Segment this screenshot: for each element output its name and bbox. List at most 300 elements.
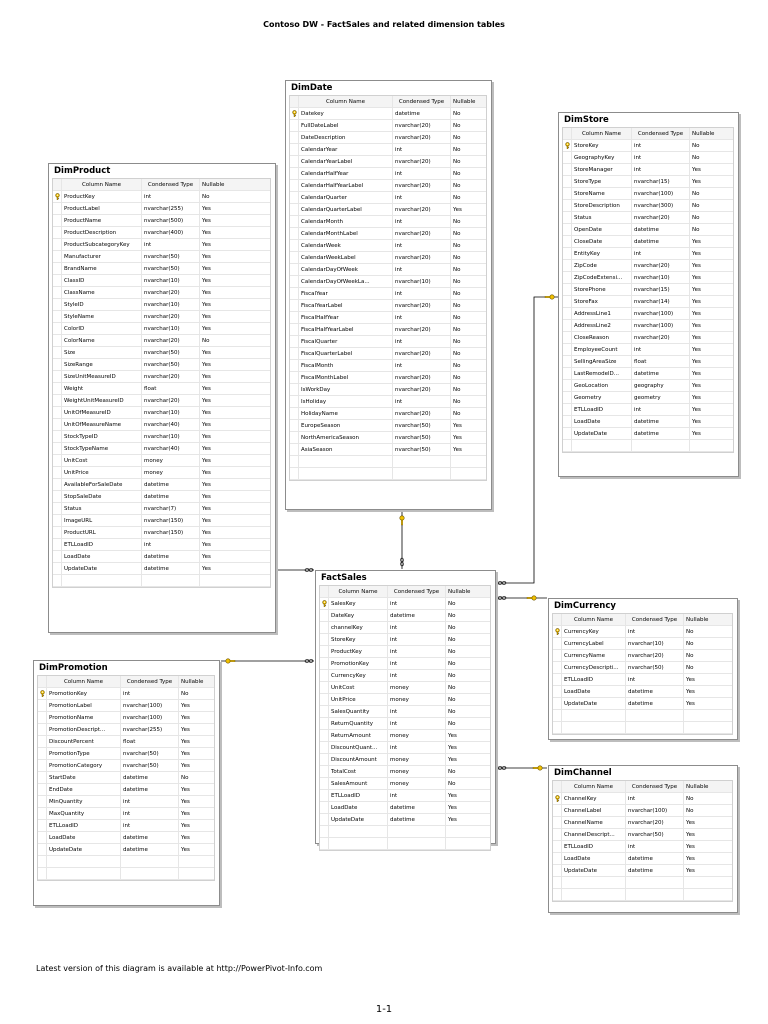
column-row[interactable]: [53, 251, 270, 263]
column-row[interactable]: [290, 372, 486, 384]
column-row[interactable]: [320, 670, 490, 682]
row-selector[interactable]: [53, 383, 62, 394]
column-row[interactable]: [320, 610, 490, 622]
column-row[interactable]: [38, 736, 214, 748]
column-row[interactable]: [553, 805, 732, 817]
column-row[interactable]: [290, 396, 486, 408]
row-selector[interactable]: [53, 359, 62, 370]
row-selector[interactable]: [53, 479, 62, 490]
column-row[interactable]: [563, 332, 733, 344]
column-row[interactable]: [53, 467, 270, 479]
row-selector[interactable]: [290, 228, 299, 239]
column-row[interactable]: [290, 204, 486, 216]
column-row[interactable]: [290, 288, 486, 300]
column-name: CalendarHalfYearLabel: [299, 180, 393, 191]
empty-row[interactable]: [290, 468, 486, 480]
column-row[interactable]: [553, 638, 732, 650]
column-row[interactable]: [563, 404, 733, 416]
column-row[interactable]: [53, 491, 270, 503]
row-selector[interactable]: [563, 176, 572, 187]
row-selector[interactable]: [553, 650, 562, 661]
column-row[interactable]: [320, 730, 490, 742]
row-selector[interactable]: [320, 790, 329, 801]
row-selector[interactable]: [320, 646, 329, 657]
row-selector[interactable]: [553, 793, 562, 804]
column-row[interactable]: [290, 216, 486, 228]
column-row[interactable]: [553, 841, 732, 853]
row-selector[interactable]: [53, 275, 62, 286]
row-selector[interactable]: [38, 724, 47, 735]
column-row[interactable]: [53, 263, 270, 275]
row-selector[interactable]: [563, 392, 572, 403]
column-row[interactable]: [320, 766, 490, 778]
column-row[interactable]: [53, 311, 270, 323]
empty-row[interactable]: [563, 440, 733, 452]
row-selector[interactable]: [553, 674, 562, 685]
table-dimstore[interactable]: [558, 112, 739, 477]
column-row[interactable]: [290, 264, 486, 276]
column-type: nvarchar(300): [632, 200, 690, 211]
row-selector[interactable]: [563, 200, 572, 211]
row-selector[interactable]: [290, 312, 299, 323]
row-selector[interactable]: [320, 778, 329, 789]
column-nullable: No: [448, 709, 456, 715]
column-row[interactable]: [53, 287, 270, 299]
row-selector[interactable]: [38, 772, 47, 783]
column-row[interactable]: [53, 239, 270, 251]
column-row[interactable]: [563, 236, 733, 248]
row-selector[interactable]: [290, 132, 299, 143]
row-selector[interactable]: [53, 443, 62, 454]
column-row[interactable]: [53, 275, 270, 287]
row-selector[interactable]: [320, 802, 329, 813]
empty-row[interactable]: [553, 710, 732, 722]
row-selector[interactable]: [320, 814, 329, 825]
row-selector[interactable]: [290, 168, 299, 179]
table-dimcurrency[interactable]: [548, 598, 738, 740]
row-selector[interactable]: [290, 420, 299, 431]
column-row[interactable]: [553, 626, 732, 638]
row-selector[interactable]: [38, 784, 47, 795]
row-selector[interactable]: [53, 251, 62, 262]
column-row[interactable]: [563, 428, 733, 440]
column-row[interactable]: [38, 796, 214, 808]
row-selector[interactable]: [53, 263, 62, 274]
row-selector[interactable]: [38, 760, 47, 771]
column-row[interactable]: [563, 212, 733, 224]
row-selector[interactable]: [53, 491, 62, 502]
column-row[interactable]: [53, 191, 270, 203]
row-selector[interactable]: [320, 682, 329, 693]
column-row[interactable]: [38, 712, 214, 724]
row-selector[interactable]: [563, 356, 572, 367]
column-row[interactable]: [38, 820, 214, 832]
row-selector[interactable]: [38, 712, 47, 723]
row-selector[interactable]: [53, 347, 62, 358]
row-selector[interactable]: [563, 284, 572, 295]
row-selector[interactable]: [563, 248, 572, 259]
column-row[interactable]: [320, 598, 490, 610]
row-selector[interactable]: [290, 156, 299, 167]
row-selector[interactable]: [53, 335, 62, 346]
row-selector[interactable]: [553, 686, 562, 697]
row-selector[interactable]: [290, 288, 299, 299]
row-selector[interactable]: [563, 296, 572, 307]
row-selector[interactable]: [563, 416, 572, 427]
column-row[interactable]: [320, 754, 490, 766]
column-row[interactable]: [553, 650, 732, 662]
column-row[interactable]: [53, 383, 270, 395]
row-selector[interactable]: [290, 408, 299, 419]
row-selector[interactable]: [53, 515, 62, 526]
row-selector[interactable]: [320, 670, 329, 681]
column-row[interactable]: [53, 455, 270, 467]
row-selector[interactable]: [53, 191, 62, 202]
column-row[interactable]: [53, 431, 270, 443]
row-selector[interactable]: [320, 742, 329, 753]
column-row[interactable]: [53, 335, 270, 347]
column-row[interactable]: [53, 215, 270, 227]
column-row[interactable]: [563, 344, 733, 356]
row-selector[interactable]: [563, 140, 572, 151]
column-row[interactable]: [320, 682, 490, 694]
column-type: nvarchar(20): [393, 180, 451, 191]
row-selector[interactable]: [553, 698, 562, 709]
empty-row[interactable]: [553, 722, 732, 734]
column-row[interactable]: [290, 156, 486, 168]
column-row[interactable]: [53, 407, 270, 419]
column-row[interactable]: [320, 718, 490, 730]
column-row[interactable]: [553, 853, 732, 865]
row-selector[interactable]: [553, 841, 562, 852]
column-row[interactable]: [553, 662, 732, 674]
column-row[interactable]: [563, 260, 733, 272]
row-selector[interactable]: [53, 203, 62, 214]
row-selector[interactable]: [38, 700, 47, 711]
row-selector[interactable]: [290, 324, 299, 335]
column-row[interactable]: [290, 384, 486, 396]
column-row[interactable]: [290, 192, 486, 204]
row-selector[interactable]: [53, 431, 62, 442]
row-selector[interactable]: [563, 152, 572, 163]
row-selector[interactable]: [38, 808, 47, 819]
column-type: nvarchar(20): [393, 204, 451, 215]
row-selector[interactable]: [290, 372, 299, 383]
column-row[interactable]: [38, 844, 214, 856]
row-selector[interactable]: [290, 336, 299, 347]
row-selector[interactable]: [53, 239, 62, 250]
empty-row[interactable]: [553, 877, 732, 889]
row-selector[interactable]: [563, 164, 572, 175]
column-row[interactable]: [53, 203, 270, 215]
row-selector[interactable]: [53, 215, 62, 226]
row-selector[interactable]: [290, 384, 299, 395]
row-selector[interactable]: [53, 299, 62, 310]
column-row[interactable]: [563, 200, 733, 212]
row-selector[interactable]: [553, 865, 562, 876]
column-row[interactable]: [290, 120, 486, 132]
column-type: nvarchar(100): [121, 700, 179, 711]
column-row[interactable]: [53, 395, 270, 407]
column-row[interactable]: [290, 144, 486, 156]
row-selector[interactable]: [563, 236, 572, 247]
column-row[interactable]: [38, 772, 214, 784]
row-selector[interactable]: [553, 829, 562, 840]
row-selector[interactable]: [53, 407, 62, 418]
header-condensed-type: Condensed Type: [121, 676, 179, 687]
row-selector[interactable]: [320, 730, 329, 741]
column-row[interactable]: [38, 700, 214, 712]
key-icon: [54, 193, 61, 200]
column-row[interactable]: [53, 371, 270, 383]
column-row[interactable]: [563, 248, 733, 260]
row-selector[interactable]: [563, 260, 572, 271]
row-selector[interactable]: [290, 120, 299, 131]
row-selector[interactable]: [563, 380, 572, 391]
row-selector[interactable]: [53, 371, 62, 382]
column-row[interactable]: [53, 551, 270, 563]
row-selector[interactable]: [320, 598, 329, 609]
row-selector[interactable]: [553, 662, 562, 673]
column-row[interactable]: [53, 539, 270, 551]
row-selector[interactable]: [38, 688, 47, 699]
column-row[interactable]: [563, 272, 733, 284]
column-row[interactable]: [320, 694, 490, 706]
column-row[interactable]: [290, 336, 486, 348]
column-type: nvarchar(400): [142, 227, 200, 238]
column-row[interactable]: [553, 829, 732, 841]
column-row[interactable]: [38, 748, 214, 760]
column-row[interactable]: [290, 132, 486, 144]
row-selector[interactable]: [290, 396, 299, 407]
row-selector[interactable]: [53, 467, 62, 478]
column-row[interactable]: [320, 622, 490, 634]
column-row[interactable]: [38, 688, 214, 700]
column-row[interactable]: [53, 347, 270, 359]
column-row[interactable]: [53, 419, 270, 431]
column-row[interactable]: [38, 760, 214, 772]
column-row[interactable]: [290, 240, 486, 252]
column-row[interactable]: [553, 817, 732, 829]
column-row[interactable]: [320, 646, 490, 658]
table-dimproduct[interactable]: [48, 163, 276, 633]
column-row[interactable]: [53, 359, 270, 371]
column-row[interactable]: [53, 527, 270, 539]
row-selector[interactable]: [563, 332, 572, 343]
empty-row[interactable]: [290, 456, 486, 468]
empty-row[interactable]: [38, 868, 214, 880]
row-selector[interactable]: [290, 264, 299, 275]
column-row[interactable]: [290, 252, 486, 264]
column-row[interactable]: [563, 356, 733, 368]
column-row[interactable]: [563, 152, 733, 164]
column-row[interactable]: [320, 634, 490, 646]
row-selector[interactable]: [290, 180, 299, 191]
column-row[interactable]: [290, 300, 486, 312]
empty-row[interactable]: [53, 575, 270, 587]
column-row[interactable]: [290, 348, 486, 360]
column-row[interactable]: [53, 323, 270, 335]
row-selector[interactable]: [53, 539, 62, 550]
row-selector[interactable]: [563, 404, 572, 415]
column-row[interactable]: [320, 742, 490, 754]
row-selector[interactable]: [38, 748, 47, 759]
column-row[interactable]: [320, 778, 490, 790]
row-selector[interactable]: [290, 300, 299, 311]
row-selector[interactable]: [320, 634, 329, 645]
row-selector[interactable]: [320, 718, 329, 729]
column-row[interactable]: [53, 503, 270, 515]
row-selector[interactable]: [320, 610, 329, 621]
row-selector[interactable]: [320, 658, 329, 669]
column-row[interactable]: [563, 320, 733, 332]
row-selector[interactable]: [38, 820, 47, 831]
row-selector[interactable]: [563, 428, 572, 439]
column-row[interactable]: [563, 368, 733, 380]
row-selector[interactable]: [290, 276, 299, 287]
column-row[interactable]: [53, 515, 270, 527]
column-row[interactable]: [563, 224, 733, 236]
row-selector[interactable]: [290, 252, 299, 263]
row-selector[interactable]: [290, 216, 299, 227]
row-selector[interactable]: [53, 323, 62, 334]
row-selector[interactable]: [290, 108, 299, 119]
header-condensed-type: Condensed Type: [393, 96, 451, 107]
column-row[interactable]: [53, 227, 270, 239]
row-selector[interactable]: [553, 817, 562, 828]
column-nullable: Yes: [202, 218, 211, 224]
column-nullable: Yes: [202, 290, 211, 296]
table-factsales[interactable]: [315, 570, 496, 844]
column-row[interactable]: [290, 432, 486, 444]
column-nullable: Yes: [692, 167, 701, 173]
column-row[interactable]: [553, 686, 732, 698]
row-selector[interactable]: [320, 766, 329, 777]
row-selector[interactable]: [320, 706, 329, 717]
column-row[interactable]: [290, 108, 486, 120]
column-row[interactable]: [320, 814, 490, 826]
column-row[interactable]: [53, 563, 270, 575]
row-selector[interactable]: [563, 368, 572, 379]
column-row[interactable]: [563, 296, 733, 308]
column-row[interactable]: [563, 188, 733, 200]
column-row[interactable]: [290, 420, 486, 432]
column-row[interactable]: [563, 380, 733, 392]
column-row[interactable]: [53, 443, 270, 455]
row-selector[interactable]: [53, 551, 62, 562]
row-selector[interactable]: [320, 694, 329, 705]
row-selector[interactable]: [290, 240, 299, 251]
row-selector[interactable]: [38, 736, 47, 747]
row-selector[interactable]: [53, 503, 62, 514]
row-selector[interactable]: [53, 227, 62, 238]
row-selector[interactable]: [563, 308, 572, 319]
column-row[interactable]: [563, 308, 733, 320]
column-row[interactable]: [290, 312, 486, 324]
row-selector[interactable]: [563, 224, 572, 235]
row-selector[interactable]: [290, 432, 299, 443]
column-row[interactable]: [563, 416, 733, 428]
empty-row[interactable]: [320, 838, 490, 850]
column-row[interactable]: [563, 140, 733, 152]
column-row[interactable]: [553, 674, 732, 686]
column-row[interactable]: [553, 698, 732, 710]
row-selector[interactable]: [290, 192, 299, 203]
row-selector[interactable]: [290, 144, 299, 155]
column-row[interactable]: [38, 808, 214, 820]
row-selector[interactable]: [563, 212, 572, 223]
column-row[interactable]: [53, 479, 270, 491]
row-selector[interactable]: [53, 527, 62, 538]
column-row[interactable]: [563, 392, 733, 404]
table-dimpromotion[interactable]: [33, 660, 220, 906]
row-selector[interactable]: [563, 344, 572, 355]
column-row[interactable]: [320, 658, 490, 670]
row-selector[interactable]: [38, 844, 47, 855]
column-row[interactable]: [553, 793, 732, 805]
table-dimchannel[interactable]: [548, 765, 738, 913]
row-selector[interactable]: [563, 272, 572, 283]
row-selector[interactable]: [290, 360, 299, 371]
column-row[interactable]: [290, 408, 486, 420]
row-selector[interactable]: [320, 754, 329, 765]
row-selector[interactable]: [290, 204, 299, 215]
column-row[interactable]: [290, 444, 486, 456]
empty-row[interactable]: [38, 856, 214, 868]
column-nullable: Yes: [692, 287, 701, 293]
row-selector[interactable]: [553, 626, 562, 637]
column-row[interactable]: [38, 832, 214, 844]
table-dimdate[interactable]: [285, 80, 492, 510]
column-row[interactable]: [53, 299, 270, 311]
empty-row[interactable]: [553, 889, 732, 901]
row-selector[interactable]: [563, 320, 572, 331]
row-selector[interactable]: [563, 188, 572, 199]
column-row[interactable]: [290, 324, 486, 336]
column-row[interactable]: [563, 164, 733, 176]
column-row[interactable]: [290, 276, 486, 288]
column-row[interactable]: [320, 706, 490, 718]
row-selector[interactable]: [553, 805, 562, 816]
empty-row[interactable]: [320, 826, 490, 838]
row-selector[interactable]: [290, 444, 299, 455]
column-row[interactable]: [38, 724, 214, 736]
row-selector[interactable]: [53, 419, 62, 430]
row-selector[interactable]: [38, 796, 47, 807]
row-selector[interactable]: [53, 395, 62, 406]
row-selector[interactable]: [38, 832, 47, 843]
column-row[interactable]: [290, 180, 486, 192]
column-row[interactable]: [290, 228, 486, 240]
column-row[interactable]: [290, 360, 486, 372]
row-selector[interactable]: [53, 563, 62, 574]
column-row[interactable]: [553, 865, 732, 877]
column-row[interactable]: [563, 284, 733, 296]
row-selector[interactable]: [53, 311, 62, 322]
column-row[interactable]: [290, 168, 486, 180]
column-row[interactable]: [320, 790, 490, 802]
row-selector[interactable]: [553, 853, 562, 864]
row-selector[interactable]: [53, 455, 62, 466]
row-selector[interactable]: [320, 622, 329, 633]
row-selector[interactable]: [53, 287, 62, 298]
column-row[interactable]: [38, 784, 214, 796]
row-selector[interactable]: [553, 638, 562, 649]
column-row[interactable]: [563, 176, 733, 188]
row-selector[interactable]: [290, 348, 299, 359]
column-row[interactable]: [320, 802, 490, 814]
column-nullable: Yes: [686, 868, 695, 874]
